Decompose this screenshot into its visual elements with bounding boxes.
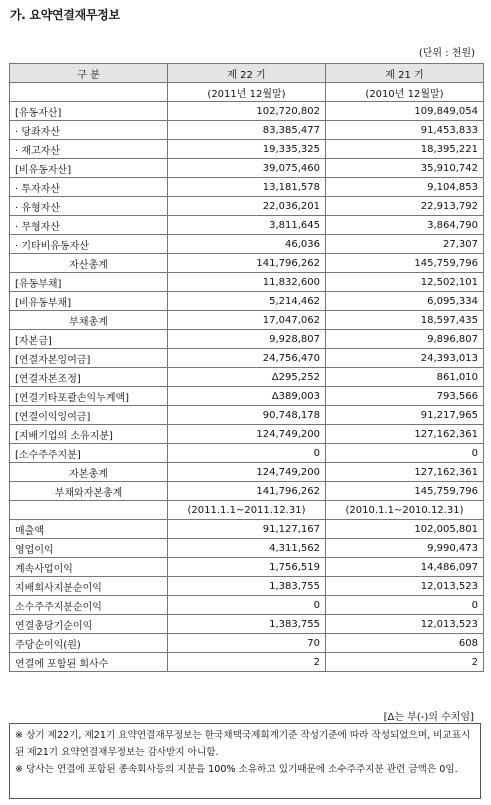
value-period-22: 124,749,200 [168, 463, 326, 482]
value-period-21: 6,095,334 [326, 292, 484, 311]
value-period-21: 145,759,796 [326, 254, 484, 273]
row-label: 계속사업이익 [10, 558, 168, 577]
row-label: [소수주주지분] [10, 444, 168, 463]
period-date-blank [10, 83, 168, 102]
value-period-22: 141,796,262 [168, 482, 326, 501]
value-period-21: 12,013,523 [326, 615, 484, 634]
table-row [10, 140, 484, 159]
row-label: [지배기업의 소유지분] [10, 425, 168, 444]
value-period-21: 127,162,361 [326, 463, 484, 482]
value-period-22: 39,075,460 [168, 159, 326, 178]
table-row [10, 273, 484, 292]
value-period-22: 3,811,645 [168, 216, 326, 235]
value-period-21: 22,913,792 [326, 197, 484, 216]
header-category: 구 분 [10, 64, 168, 83]
table-row [10, 159, 484, 178]
table-row [10, 368, 484, 387]
table-row [10, 102, 484, 121]
table-row [10, 387, 484, 406]
row-label: · 재고자산 [10, 140, 168, 159]
value-period-22: 141,796,262 [168, 254, 326, 273]
row-label: 연결총당기순이익 [10, 615, 168, 634]
value-period-21: 0 [326, 596, 484, 615]
row-label: 자산총계 [10, 254, 168, 273]
row-label: [연결자본잉여금] [10, 349, 168, 368]
unit-label: (단위 : 천원) [418, 48, 475, 59]
value-period-21: 14,486,097 [326, 558, 484, 577]
value-period-21: 3,864,790 [326, 216, 484, 235]
value-period-21: 24,393,013 [326, 349, 484, 368]
table-row [10, 558, 484, 577]
value-period-21: 145,759,796 [326, 482, 484, 501]
row-label: 부채와자본총계 [10, 482, 168, 501]
delta-note: [Δ는 부(-)의 수치임] [383, 712, 474, 723]
value-period-22: 1,756,519 [168, 558, 326, 577]
value-period-22: 46,036 [168, 235, 326, 254]
table-row [10, 235, 484, 254]
table-row [10, 425, 484, 444]
row-label: [비유동자산] [10, 159, 168, 178]
value-period-22: 4,311,562 [168, 539, 326, 558]
value-period-22: 11,832,600 [168, 273, 326, 292]
row-label: 매출액 [10, 520, 168, 539]
value-period-22: 70 [168, 634, 326, 653]
value-period-22: Δ295,252 [168, 368, 326, 387]
value-period-21: 91,453,833 [326, 121, 484, 140]
value-period-22: 1,383,755 [168, 615, 326, 634]
value-period-22: 19,335,325 [168, 140, 326, 159]
row-label: 영업이익 [10, 539, 168, 558]
period-date-21: (2010년 12월말) [326, 83, 484, 102]
row-label: [연결기타포괄손익누계액] [10, 387, 168, 406]
financial-summary-table [9, 63, 484, 672]
row-label: · 당좌자산 [10, 121, 168, 140]
value-period-21: 109,849,054 [326, 102, 484, 121]
table-row [10, 539, 484, 558]
table-row [10, 634, 484, 653]
value-period-22: 102,720,802 [168, 102, 326, 121]
value-period-22: 91,127,167 [168, 520, 326, 539]
table-row [10, 254, 484, 273]
value-period-21: 18,597,435 [326, 311, 484, 330]
table-row [10, 330, 484, 349]
row-label: 소수주주지분순이익 [10, 596, 168, 615]
row-label: 지배회사지분순이익 [10, 577, 168, 596]
value-period-22: 17,047,062 [168, 311, 326, 330]
row-label: 연결에 포함된 회사수 [10, 653, 168, 672]
value-period-22: 9,928,807 [168, 330, 326, 349]
row-label: 주당순이익(원) [10, 634, 168, 653]
value-period-22: 2 [168, 653, 326, 672]
value-period-21: 0 [326, 444, 484, 463]
header-period-22: 제 22 기 [168, 64, 326, 83]
income-period-row [10, 501, 484, 520]
footnote-box [9, 723, 481, 799]
header-period-21: 제 21 기 [326, 64, 484, 83]
value-period-21: 35,910,742 [326, 159, 484, 178]
value-period-22: 90,748,178 [168, 406, 326, 425]
value-period-22: 0 [168, 444, 326, 463]
value-period-22: 0 [168, 596, 326, 615]
value-period-22: 5,214,462 [168, 292, 326, 311]
table-row [10, 311, 484, 330]
row-label: · 기타비유동자산 [10, 235, 168, 254]
table-row [10, 197, 484, 216]
table-row [10, 577, 484, 596]
table-row [10, 292, 484, 311]
value-period-21: 12,502,101 [326, 273, 484, 292]
value-period-21: 91,217,965 [326, 406, 484, 425]
value-period-22: 22,036,201 [168, 197, 326, 216]
footnote-1: ※ 상기 제22기, 제21기 요약연결재무정보는 한국채택국제회계기준 작성기준에 따라 작성되었으며, 비교표시된 제21기 요약연결재무정보는 감사받지 아니함. [15, 730, 471, 758]
row-label: [비유동부채] [10, 292, 168, 311]
table-row [10, 406, 484, 425]
income-period-blank [10, 501, 168, 520]
value-period-21: 9,990,473 [326, 539, 484, 558]
value-period-22: 13,181,578 [168, 178, 326, 197]
income-period-21: (2010.1.1~2010.12.31) [326, 501, 484, 520]
row-label: [유동부채] [10, 273, 168, 292]
row-label: 자본총계 [10, 463, 168, 482]
table-row [10, 444, 484, 463]
value-period-21: 12,013,523 [326, 577, 484, 596]
value-period-21: 9,896,807 [326, 330, 484, 349]
table-row [10, 615, 484, 634]
table-row [10, 349, 484, 368]
value-period-22: 83,385,477 [168, 121, 326, 140]
footnote-2: ※ 당사는 연결에 포함된 종속회사등의 지분을 100% 소유하고 있기때문에 소수주주지분 관련 금액은 0임. [15, 764, 458, 775]
table-row [10, 482, 484, 501]
table-row [10, 596, 484, 615]
table-row [10, 463, 484, 482]
value-period-22: 124,749,200 [168, 425, 326, 444]
row-label: 부채총계 [10, 311, 168, 330]
value-period-21: 27,307 [326, 235, 484, 254]
value-period-21: 2 [326, 653, 484, 672]
table-header-row [10, 64, 484, 83]
row-label: · 투자자산 [10, 178, 168, 197]
table-row [10, 520, 484, 539]
value-period-21: 608 [326, 634, 484, 653]
value-period-21: 18,395,221 [326, 140, 484, 159]
row-label: [연결자본조정] [10, 368, 168, 387]
row-label: [연결이익잉여금] [10, 406, 168, 425]
period-date-22: (2011년 12월말) [168, 83, 326, 102]
value-period-22: 1,383,755 [168, 577, 326, 596]
table-row [10, 216, 484, 235]
row-label: · 유형자산 [10, 197, 168, 216]
table-row [10, 121, 484, 140]
section-title: 가. 요약연결재무정보 [10, 8, 120, 22]
value-period-21: 861,010 [326, 368, 484, 387]
period-date-row [10, 83, 484, 102]
row-label: · 무형자산 [10, 216, 168, 235]
value-period-21: 793,566 [326, 387, 484, 406]
value-period-22: 24,756,470 [168, 349, 326, 368]
value-period-22: Δ389,003 [168, 387, 326, 406]
value-period-21: 102,005,801 [326, 520, 484, 539]
row-label: [자본금] [10, 330, 168, 349]
income-period-22: (2011.1.1~2011.12.31) [168, 501, 326, 520]
table-row [10, 178, 484, 197]
value-period-21: 9,104,853 [326, 178, 484, 197]
row-label: [유동자산] [10, 102, 168, 121]
table-row [10, 653, 484, 672]
value-period-21: 127,162,361 [326, 425, 484, 444]
